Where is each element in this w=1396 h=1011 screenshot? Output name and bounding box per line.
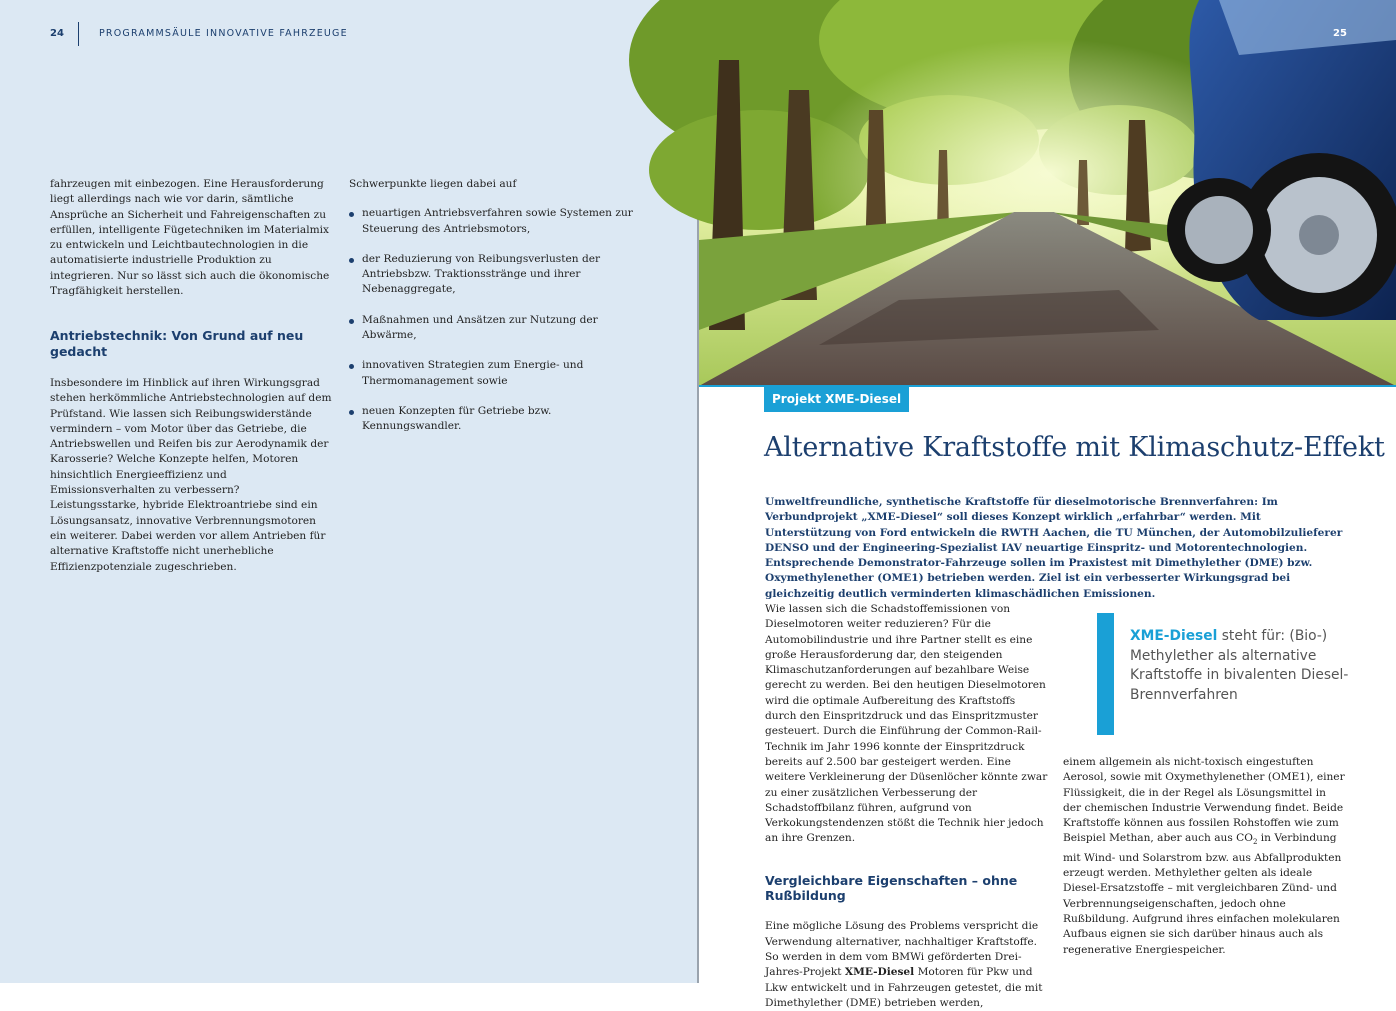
bullet-list xyxy=(349,206,634,434)
section-heading-antriebstechnik: Antriebstechnik: Von Grund auf neu gedacht xyxy=(50,328,304,359)
page-number-left: 24 xyxy=(50,28,64,39)
left-paragraph-1: fahrzeugen mit einbezogen. Eine Herausforderung liegt allerdings nach wie vor darin, sämtliche Ansprüche an Sicherheit und Fahreigenschaften zu erfüllen, intelligente Fügetechniken im Materialmix zu entwickeln und Leichtbautechnologien in die automatisierte industrielle Produktion zu integrieren. Nur so lässt sich auch die ökonomische Tragfähigkeit herstellen. xyxy=(50,178,330,298)
bullet-item: neuartigen Antriebsverfahren sowie Systemen zur Steuerung des Antriebsmotors, xyxy=(349,206,634,237)
bullet-intro: Schwerpunkte liegen dabei auf xyxy=(349,178,517,190)
car-on-tree-lined-road-photo xyxy=(699,0,1396,386)
left-page xyxy=(0,0,697,983)
right-paragraph-2: Eine mögliche Lösung des Problems verspricht die Verwendung alternativer, nachhaltiger Kraftstoffe. So werden in dem vom BMWi geförderten Drei-Jahres-Projekt XME-Diesel Motoren für Pkw und Lkw entwickelt und in Fahrzeugen getestet, die mit Dimethylether (DME) betrieben werden, xyxy=(765,920,1043,1009)
lead-paragraph: Umweltfreundliche, synthetische Kraftstoffe für dieselmotorische Brennverfahren: Im Verbundprojekt „XME-Diesel“ soll dieses Konzept wirklich „erfahrbar“ werden. Mit Unterstützung von Ford entwickeln die RWTH Aachen, die TU München, der Automobilzulieferer DENSO und der Engineering-Spezialist IAV neuartige Einspritz- und Motorentechnologien. Entsprechende Demonstrator-Fahrzeuge sollen im Praxistest mit Dimethylether (DME) bzw. Oxymethylenether (OME1) betrieben werden. Ziel ist ein verbesserter Wirkungsgrad bei gleichzeitig deutlich verminderten klimaschädlichen Emissionen. xyxy=(765,496,1343,600)
left-paragraph-2: Insbesondere im Hinblick auf ihren Wirkungsgrad stehen herkömmliche Antriebstechnologien auf dem Prüfstand. Wie lassen sich Reibungswiderstände vermindern – vom Motor über das Getriebe, die Antriebswellen und Reifen bis zur Aerodynamik der Karosserie? Welche Konzepte helfen, Motoren hinsichtlich Energieeffizienz und Emissionsverhalten zu verbessern? Leistungsstarke, hybride Elektroantriebe sind ein Lösungsansatz, innovative Verbrennungsmotoren ein weiterer. Dabei werden vor allem Antrieben für alternative Kraftstoffe nicht unerhebliche Effizienzpotenziale zugeschrieben. xyxy=(50,376,332,573)
pull-quote-highlight: XME-Diesel xyxy=(1130,628,1218,644)
pull-quote-bar xyxy=(1097,613,1114,735)
left-column-1 xyxy=(50,177,332,575)
page-number-right: 25 xyxy=(1333,28,1347,39)
bullet-item: Maßnahmen und Ansätzen zur Nutzung der Abwärme, xyxy=(349,313,634,344)
right-paragraph-1: Wie lassen sich die Schadstoffemissionen von Dieselmotoren weiter reduzieren? Für die Automobilindustrie und ihre Partner stellt es eine große Herausforderung dar, den steigenden Klimaschutzanforderungen auf bezahlbare Weise gerecht zu werden. Bei den heutigen Dieselmotoren wird die optimale Aufbereitung des Kraftstoffs durch den Einspritzdruck und das Einspritzmuster gesteuert. Durch die Einführung der Common-Rail-Technik im Jahr 1996 konnte der Einspritzdruck bereits auf 2.500 bar gesteigert werden. Eine weitere Verkleinerung der Düsenlöcher könnte zwar zu einer zusätzlichen Verbesserung der Schadstoffbilanz führen, aufgrund von Verkokungstendenzen stößt die Technik hier jedoch an ihre Grenzen. xyxy=(765,603,1048,845)
right-column-2: einem allgemein als nicht-toxisch eingestuften Aerosol, sowie mit Oxymethylenether (OME1), einer Flüssigkeit, die in der Regel als Lösungsmittel in der chemischen Industrie Verwendung findet. Beide Kraftstoffe können aus fossilen Rohstoffen wie zum Beispiel Methan, aber auch aus $CO_2$ in Verbindung mit Wind- und Solarstrom bzw. aus Abfallprodukten erzeugt werden. Methylether gelten als ideale Diesel-Ersatzstoffe – mit vergleichbaren Zünd- und Verbrennungseigenschaften, jedoch ohne Rußbildung. Aufgrund ihres einfachen molekularen Aufbaus eignen sie sich darüber hinaus auch als regenerative Energiespeicher. xyxy=(1063,756,1345,956)
pull-quote-text: XME-Diesel steht für: (Bio-) Methylether als alternative Kraftstoffe in bivalenten Diesel-Brennverfahren xyxy=(1130,628,1349,703)
bullet-item: neuen Konzepten für Getriebe bzw. Kennungswandler. xyxy=(349,404,634,435)
article-title: Alternative Kraftstoffe mit Klimaschutz-Effekt xyxy=(764,432,1385,463)
right-column-1 xyxy=(765,602,1050,1011)
bold-xme-diesel: XME-Diesel xyxy=(844,966,915,979)
bullet-item: innovativen Strategien zum Energie- und Thermomanagement sowie xyxy=(349,358,634,389)
right-page xyxy=(699,0,1396,1009)
running-head: PROGRAMMSÄULE INNOVATIVE FAHRZEUGE xyxy=(99,28,348,39)
project-tag: Projekt XME-Diesel xyxy=(764,387,909,412)
bullet-item: der Reduzierung von Reibungsverlusten der Antriebsbzw. Traktionsstränge und ihrer Nebenaggregate, xyxy=(349,252,634,298)
running-head-divider xyxy=(78,22,79,46)
pull-quote xyxy=(1097,613,1357,735)
left-column-2 xyxy=(349,177,634,450)
section-heading-eigenschaften: Vergleichbare Eigenschaften – ohne Rußbildung xyxy=(765,872,1018,904)
subscript-2: 2 xyxy=(1252,838,1258,847)
